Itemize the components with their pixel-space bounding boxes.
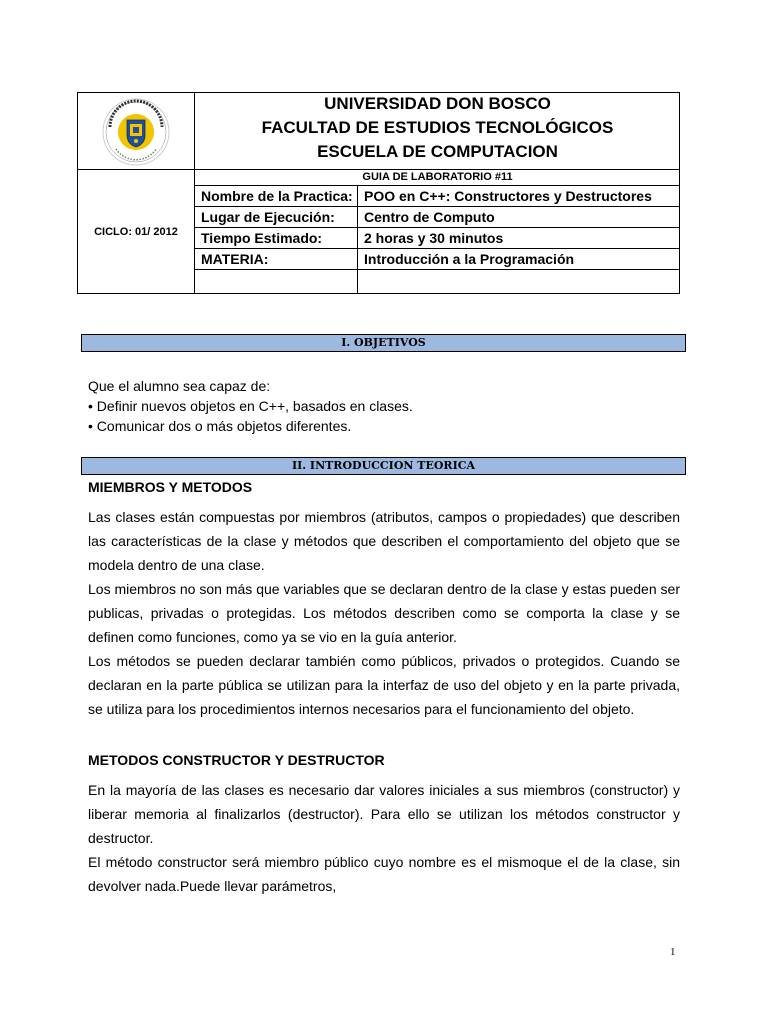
- info-value: 2 horas y 30 minutos: [364, 230, 504, 246]
- objective-item: • Comunicar dos o más objetos diferentes.: [88, 418, 352, 434]
- paragraph: Las clases están compuestas por miembros (atributos, campos o propiedades) que describen las características de la clase y métodos que describen el comportamiento del objeto que se modela dentro de una clase.: [88, 509, 680, 573]
- section-bar-introduccion: II. INTRODUCCION TEORICA: [81, 457, 686, 475]
- info-label: Nombre de la Practica:: [195, 186, 358, 206]
- info-label: Tiempo Estimado:: [195, 228, 358, 248]
- info-row-materia: [195, 249, 680, 270]
- lab-guide-number: GUIA DE LABORATORIO #11: [195, 170, 680, 186]
- info-row-practica: [195, 186, 680, 207]
- info-row-tiempo: [195, 228, 680, 249]
- paragraph: Los métodos se pueden declarar también como públicos, privados o protegidos. Cuando se declaran en la parte pública se utilizan para la interfaz de uso del objeto y en la parte privada, se utiliza para los procedimientos internos necesarios para el funcionamiento del objeto.: [88, 653, 680, 717]
- miembros-body: [88, 505, 680, 721]
- cycle-cell: CICLO: 01/ 2012: [78, 170, 195, 293]
- school-name: ESCUELA DE COMPUTACION: [317, 142, 558, 161]
- constructor-body: [88, 778, 680, 898]
- info-label: Lugar de Ejecución:: [195, 207, 358, 227]
- info-row-lugar: [195, 207, 680, 228]
- heading-constructor: METODOS CONSTRUCTOR Y DESTRUCTOR: [88, 752, 385, 768]
- page-number: 1: [670, 946, 676, 958]
- faculty-name: FACULTAD DE ESTUDIOS TECNOLÓGICOS: [261, 118, 614, 137]
- paragraph: En la mayoría de las clases es necesario dar valores iniciales a sus miembros (constructor) y liberar memoria al finalizarlos (destructor). Para ello se utilizan los métodos constructor y destructor.: [88, 782, 680, 846]
- info-value: POO en C++: Constructores y Destructores: [364, 188, 652, 204]
- header-titles: [195, 93, 680, 170]
- objectives-intro: Que el alumno sea capaz de:: [88, 378, 271, 394]
- paragraph: Los miembros no son más que variables que se declaran dentro de la clase y estas pueden ser publicas, privadas o protegidas. Los métodos describen como se comporta la clase y se definen como funciones, como ya se vio en la guía anterior.: [88, 581, 680, 645]
- info-label: MATERIA:: [195, 249, 358, 269]
- header-table: [77, 92, 680, 294]
- section-bar-objetivos: I. OBJETIVOS: [81, 334, 686, 352]
- info-value: Introducción a la Programación: [364, 251, 575, 267]
- objective-item: • Definir nuevos objetos en C++, basados en clases.: [88, 398, 413, 414]
- info-value: Centro de Computo: [364, 209, 495, 225]
- paragraph: El método constructor será miembro público cuyo nombre es el mismoque el de la clase, sin devolver nada.Puede llevar parámetros,: [88, 854, 680, 894]
- university-name: UNIVERSIDAD DON BOSCO: [324, 94, 551, 113]
- info-label: [195, 270, 358, 293]
- heading-miembros: MIEMBROS Y METODOS: [88, 479, 253, 495]
- info-row-empty: [195, 270, 680, 293]
- logo-cell: [78, 93, 195, 170]
- university-seal-logo: [100, 97, 172, 167]
